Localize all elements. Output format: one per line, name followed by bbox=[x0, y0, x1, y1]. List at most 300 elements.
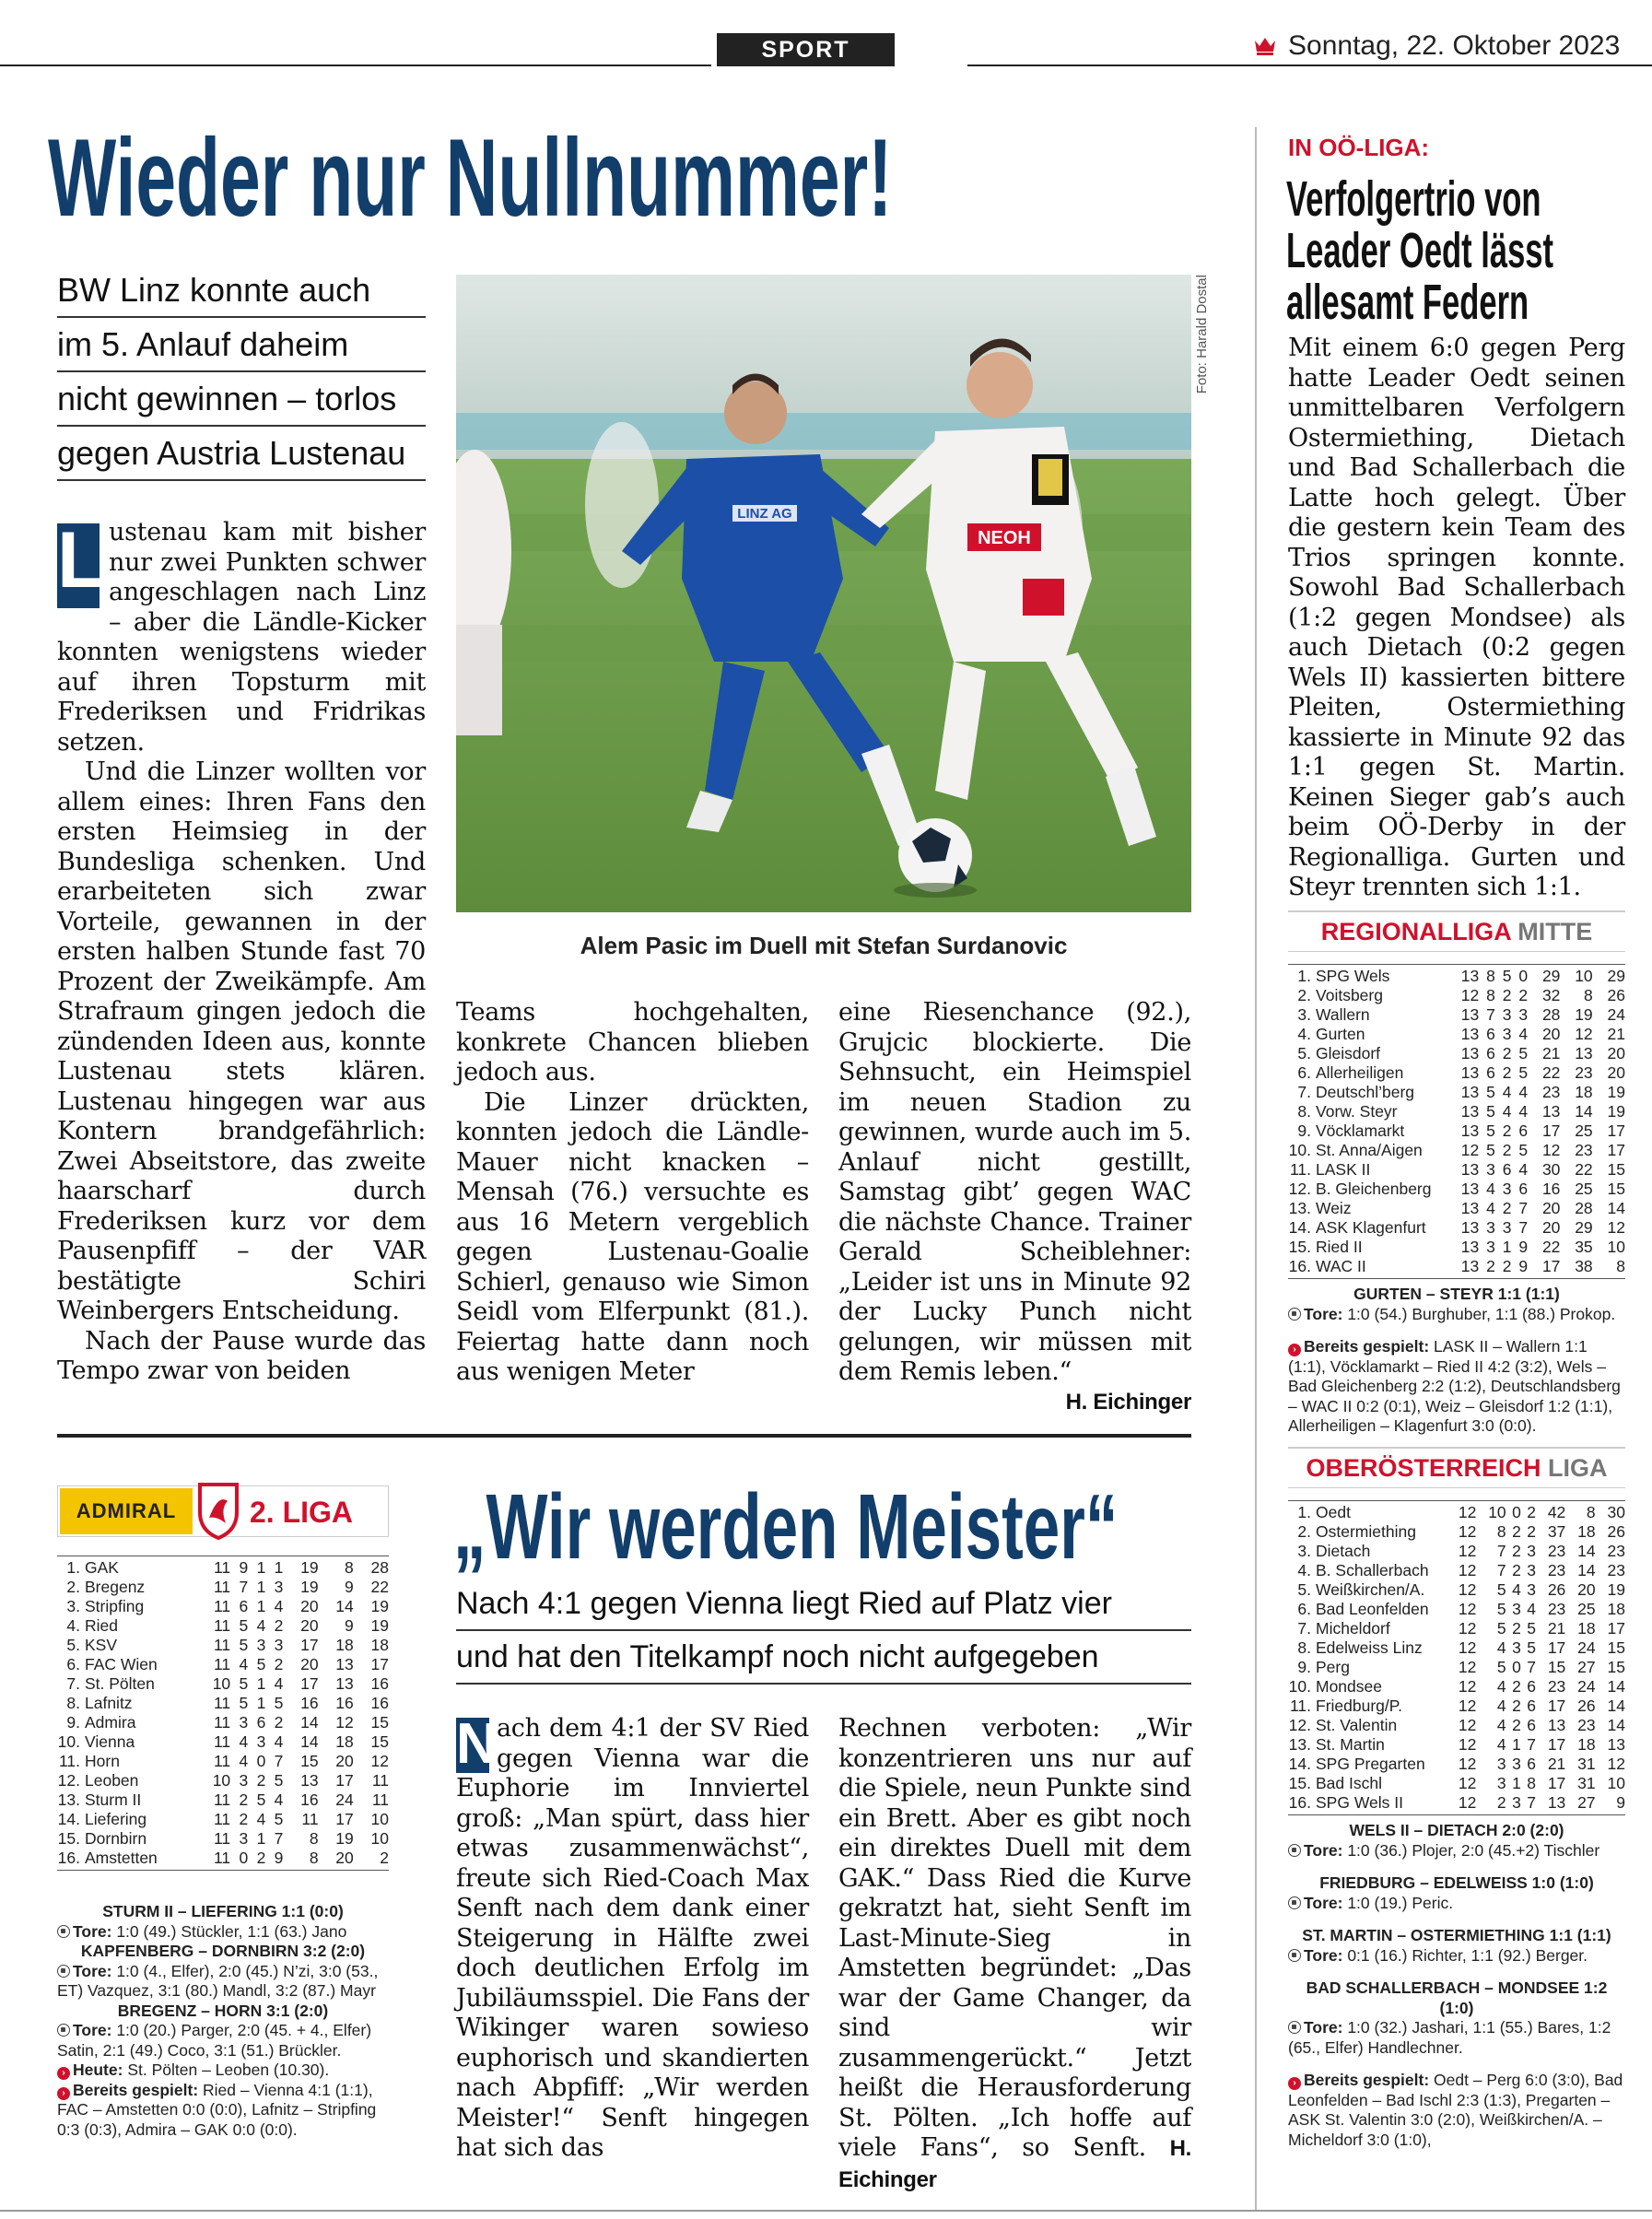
team-cell: Dornbirn bbox=[85, 1829, 147, 1848]
stat-cell: 14 bbox=[1607, 1677, 1625, 1696]
team-cell: Lafnitz bbox=[85, 1694, 133, 1712]
stat-cell: 13 bbox=[1607, 1735, 1625, 1754]
liga2-table bbox=[57, 1556, 389, 1871]
stat-cell: 3 bbox=[1512, 1793, 1521, 1812]
stat-cell: 12 bbox=[335, 1713, 354, 1732]
stat-cell: 4 bbox=[1527, 1600, 1536, 1618]
rank-cell: 7. bbox=[66, 1674, 80, 1693]
stat-cell: 5 bbox=[1496, 1619, 1506, 1638]
stat-cell: 0 bbox=[1512, 1503, 1521, 1521]
team-cell: Perg bbox=[1316, 1658, 1350, 1676]
rank-cell: 3. bbox=[66, 1597, 80, 1615]
stat-cell: 8 bbox=[1616, 1257, 1625, 1275]
stat-cell: 19 bbox=[335, 1829, 354, 1848]
table-row bbox=[1288, 1735, 1625, 1755]
stat-cell: 12 bbox=[1458, 1542, 1477, 1560]
stat-cell: 7 bbox=[274, 1829, 284, 1848]
table-row bbox=[1288, 1755, 1625, 1774]
stat-cell: 35 bbox=[1575, 1238, 1593, 1256]
stat-cell: 20 bbox=[1607, 1044, 1625, 1063]
footer-rule bbox=[0, 2210, 1652, 2212]
goals-line: Tore: 1:0 (36.) Plojer, 2:0 (45.+2) Tischler bbox=[1288, 1841, 1625, 1861]
stat-cell: 4 bbox=[1518, 1083, 1529, 1101]
main-deck bbox=[57, 264, 426, 481]
stat-cell: 13 bbox=[1460, 1238, 1480, 1256]
stat-cell: 5 bbox=[1502, 967, 1512, 985]
stat-cell: 18 bbox=[1577, 1619, 1596, 1638]
rank-cell: 14. bbox=[1288, 1218, 1311, 1237]
table-row bbox=[57, 1578, 389, 1597]
team-cell: ASK Klagenfurt bbox=[1316, 1218, 1426, 1237]
stat-cell: 22 bbox=[1575, 1160, 1593, 1179]
photo-credit-text: Foto: Harald Dostal bbox=[1194, 275, 1210, 394]
stat-cell: 5 bbox=[1527, 1638, 1536, 1657]
stat-cell: 14 bbox=[1607, 1199, 1625, 1217]
stat-cell: 2 bbox=[1527, 1522, 1536, 1541]
stat-cell: 1 bbox=[1502, 1238, 1512, 1256]
rank-cell: 5. bbox=[66, 1636, 80, 1654]
stat-cell: 20 bbox=[1541, 1218, 1561, 1237]
team-cell: WAC II bbox=[1316, 1257, 1366, 1275]
stat-cell: 19 bbox=[1575, 1005, 1593, 1024]
stat-cell: 5 bbox=[239, 1616, 249, 1635]
issue-date: Sonntag, 22. Oktober 2023 bbox=[1288, 30, 1621, 61]
team-cell: St. Martin bbox=[1316, 1735, 1385, 1754]
stat-cell: 22 bbox=[1541, 1063, 1561, 1082]
today-line: › Heute: St. Pölten – Leoben (10.30). bbox=[57, 2060, 389, 2081]
arrow-icon: › bbox=[1288, 2077, 1301, 2090]
table-row bbox=[1288, 1561, 1625, 1580]
stat-cell: 12 bbox=[1458, 1658, 1477, 1676]
table-row bbox=[1288, 1503, 1625, 1522]
rank-cell: 16. bbox=[1288, 1257, 1311, 1275]
stat-cell: 2 bbox=[1502, 1044, 1512, 1063]
stat-cell: 32 bbox=[1541, 986, 1561, 1004]
table-row bbox=[1288, 1697, 1625, 1716]
stat-cell: 12 bbox=[1575, 1025, 1593, 1043]
deck-line: nicht gewinnen – torlos bbox=[57, 372, 426, 427]
stat-cell: 6 bbox=[1518, 1180, 1529, 1198]
stat-cell: 11 bbox=[214, 1829, 231, 1848]
stat-cell: 19 bbox=[1607, 1102, 1625, 1121]
stat-cell: 9 bbox=[1518, 1238, 1529, 1256]
stat-cell: 2 bbox=[239, 1790, 249, 1809]
stat-cell: 3 bbox=[1512, 1600, 1521, 1618]
stat-cell: 4 bbox=[1496, 1677, 1506, 1696]
played-line: › Bereits gespielt: LASK II – Wallern 1:1 (1:1), Vöcklamarkt – Ried II 4:2 (3:2), Wels – Bad Gleichenberg 2:2 (1:2), Deutschlandsberg – WAC II 0:2 (0:1), Weiz – Gleisdorf 1:2 (1:1), Allerheiligen – Klagenfurt 3:0 (0:0). bbox=[1288, 1337, 1621, 1435]
stat-cell: 12 bbox=[1458, 1793, 1477, 1812]
rank-cell: 8. bbox=[1297, 1638, 1311, 1657]
ried-headline: „Wir werden Meister“ bbox=[453, 1475, 1119, 1579]
stat-cell: 2 bbox=[1527, 1503, 1536, 1521]
stat-cell: 5 bbox=[1518, 1141, 1529, 1159]
stat-cell: 17 bbox=[1547, 1638, 1566, 1657]
regional-title bbox=[1288, 910, 1625, 952]
table-row bbox=[1288, 1044, 1625, 1063]
table-row bbox=[57, 1752, 389, 1771]
stat-cell: 13 bbox=[1460, 1083, 1480, 1101]
stat-cell: 6 bbox=[239, 1597, 249, 1615]
stat-cell: 17 bbox=[1607, 1141, 1625, 1159]
stat-cell: 2 bbox=[239, 1810, 249, 1828]
stat-cell: 17 bbox=[300, 1674, 319, 1693]
stat-cell: 18 bbox=[1575, 1083, 1593, 1101]
body-paragraph: Und die Linzer wollten vor allem eines: Ihren Fans den ersten Heimsieg in der Bundesliga schenken. Und erarbeiteten sich zwar Vorteile, gewannen in der ersten halben Stunde fast 70 Prozent der Zweikämpfe. Am Strafraum gingen jedoch die zündenden Ideen aus, konnte Lustenau stets klären. Lustenau hingegen war aus Kontern brandgefährlich: Zwei Abseitstore, das zweite haarscharf durch Frederiksen kurz vor dem Pausenpfiff – der VAR bestätigte Schiri Weinbergers Entscheidung. bbox=[57, 757, 426, 1325]
stat-cell: 12 bbox=[1458, 1716, 1477, 1734]
stat-cell: 4 bbox=[1486, 1180, 1495, 1198]
stat-cell: 20 bbox=[1577, 1580, 1596, 1599]
stat-cell: 11 bbox=[214, 1694, 231, 1712]
main-body-col1 bbox=[57, 518, 426, 1387]
stat-cell: 13 bbox=[1460, 1199, 1480, 1217]
regional-title-red: REGIONALLIGA bbox=[1320, 918, 1511, 945]
stat-cell: 23 bbox=[1547, 1561, 1566, 1579]
header-rule-left bbox=[0, 65, 711, 66]
stat-cell: 5 bbox=[1486, 1141, 1495, 1159]
stat-cell: 7 bbox=[1496, 1542, 1506, 1560]
stat-cell: 23 bbox=[1547, 1677, 1566, 1696]
stat-cell: 12 bbox=[1458, 1619, 1477, 1638]
table-row bbox=[1288, 1025, 1625, 1044]
table-row bbox=[57, 1597, 389, 1616]
team-cell: Vorw. Steyr bbox=[1316, 1102, 1398, 1121]
stat-cell: 2 bbox=[1512, 1619, 1521, 1638]
table-row bbox=[1288, 1257, 1625, 1276]
stat-cell: 5 bbox=[256, 1790, 266, 1809]
table-row bbox=[1288, 1238, 1625, 1257]
team-cell: Dietach bbox=[1316, 1542, 1371, 1560]
stat-cell: 10 bbox=[1607, 1774, 1625, 1792]
stat-cell: 11 bbox=[214, 1558, 231, 1577]
stat-cell: 7 bbox=[1518, 1218, 1529, 1237]
stat-cell: 14 bbox=[1575, 1102, 1593, 1121]
team-cell: Ried bbox=[85, 1616, 118, 1635]
stat-cell: 20 bbox=[1541, 1199, 1561, 1217]
rank-cell: 4. bbox=[66, 1616, 80, 1635]
team-cell: Amstetten bbox=[85, 1849, 158, 1867]
table-row bbox=[1288, 1141, 1625, 1160]
liga-shield-icon bbox=[196, 1481, 240, 1540]
stat-cell: 13 bbox=[1460, 967, 1480, 985]
stat-cell: 5 bbox=[239, 1674, 249, 1693]
stat-cell: 17 bbox=[1547, 1697, 1566, 1715]
stat-cell: 2 bbox=[256, 1771, 266, 1790]
stat-cell: 14 bbox=[335, 1597, 354, 1615]
stat-cell: 23 bbox=[1607, 1542, 1625, 1560]
stat-cell: 3 bbox=[1527, 1561, 1536, 1579]
stat-cell: 2 bbox=[1486, 1257, 1495, 1275]
stat-cell: 13 bbox=[1460, 1218, 1480, 1237]
table-row bbox=[1288, 1542, 1625, 1561]
stat-cell: 21 bbox=[1607, 1025, 1625, 1043]
rank-cell: 7. bbox=[1297, 1619, 1311, 1638]
stat-cell: 7 bbox=[1527, 1735, 1536, 1754]
deck-line: Nach 4:1 gegen Vienna liegt Ried auf Platz vier bbox=[456, 1578, 1191, 1631]
football-icon bbox=[1288, 1896, 1301, 1909]
stat-cell: 11 bbox=[214, 1752, 231, 1770]
stat-cell: 12 bbox=[1458, 1503, 1477, 1521]
stat-cell: 24 bbox=[1577, 1677, 1596, 1696]
stat-cell: 8 bbox=[1527, 1774, 1536, 1792]
stat-cell: 4 bbox=[256, 1616, 266, 1635]
stat-cell: 21 bbox=[1547, 1755, 1566, 1773]
football-icon bbox=[57, 1965, 70, 1978]
rank-cell: 6. bbox=[1297, 1600, 1311, 1618]
stat-cell: 37 bbox=[1547, 1522, 1566, 1541]
jersey-shirt-text: NEOH bbox=[978, 528, 1031, 548]
played-line: › Bereits gespielt: Oedt – Perg 6:0 (3:0), Bad Leonfelden – Bad Ischl 2:3 (1:3), Pregarten – ASK St. Valentin 3:0 (2:0), Weißkirchen/A. – Micheldorf 3:0 (1:0), bbox=[1288, 2071, 1623, 2149]
stat-cell: 12 bbox=[1458, 1522, 1477, 1541]
team-cell: KSV bbox=[85, 1636, 118, 1654]
stat-cell: 27 bbox=[1577, 1793, 1596, 1812]
stat-cell: 1 bbox=[256, 1694, 266, 1712]
stat-cell: 1 bbox=[256, 1578, 266, 1596]
stat-cell: 29 bbox=[1541, 967, 1561, 985]
team-cell: Deutschl’berg bbox=[1316, 1083, 1414, 1101]
stat-cell: 15 bbox=[370, 1713, 389, 1732]
rank-cell: 14. bbox=[57, 1810, 80, 1828]
table-row bbox=[1288, 1083, 1625, 1102]
match-result-heading: BREGENZ – HORN 3:1 (2:0) bbox=[117, 2001, 329, 2020]
rank-cell: 12. bbox=[1288, 1716, 1311, 1734]
stat-cell: 4 bbox=[274, 1790, 284, 1809]
rank-cell: 12. bbox=[57, 1771, 80, 1790]
stat-cell: 16 bbox=[370, 1694, 389, 1712]
stat-cell: 21 bbox=[1547, 1619, 1566, 1638]
deck-line: und hat den Titelkampf noch nicht aufgegeben bbox=[456, 1631, 1191, 1685]
football-icon bbox=[1288, 1308, 1301, 1321]
stat-cell: 2 bbox=[1512, 1542, 1521, 1560]
team-cell: Liefering bbox=[85, 1810, 147, 1828]
match-result-heading: WELS II – DIETACH 2:0 (2:0) bbox=[1349, 1821, 1564, 1839]
header-rule-right bbox=[967, 65, 1652, 66]
main-body-col3 bbox=[838, 998, 1191, 1417]
ooliga-title-red: OBERÖSTERREICH bbox=[1306, 1454, 1541, 1482]
team-cell: Friedburg/P. bbox=[1316, 1697, 1403, 1715]
stat-cell: 16 bbox=[335, 1694, 354, 1712]
stat-cell: 18 bbox=[1607, 1600, 1625, 1618]
stat-cell: 2 bbox=[1502, 1141, 1512, 1159]
stat-cell: 21 bbox=[1541, 1044, 1561, 1063]
stat-cell: 12 bbox=[1458, 1600, 1477, 1618]
rank-cell: 14. bbox=[1288, 1755, 1311, 1773]
stat-cell: 15 bbox=[370, 1732, 389, 1751]
rank-cell: 15. bbox=[1288, 1238, 1311, 1256]
stat-cell: 2 bbox=[1496, 1793, 1506, 1812]
stat-cell: 4 bbox=[274, 1674, 284, 1693]
stat-cell: 13 bbox=[1460, 1160, 1480, 1179]
body-paragraph: ach dem 4:1 der SV Ried gegen Vienna war die Euphorie im Innviertel groß: „Man spürt, dass hier etwas zusammenwächst“, freute sich Ried-Coach Max Senft nach dem dank einer Steigerung in Hälfte zwei doch deutlichen Erfolg im Jubiläumsspiel. Die Fans der Wikinger waren sowieso euphorisch und skandierten nach Abpfiff: „Wir werden Meister!“ Senft hingegen hat sich das bbox=[456, 1714, 809, 2162]
table-row bbox=[57, 1810, 389, 1829]
stat-cell: 12 bbox=[1458, 1697, 1477, 1715]
stat-cell: 4 bbox=[274, 1597, 284, 1615]
stat-cell: 11 bbox=[214, 1636, 231, 1654]
stat-cell: 12 bbox=[1458, 1735, 1477, 1754]
stat-cell: 3 bbox=[1502, 1025, 1512, 1043]
stat-cell: 13 bbox=[335, 1674, 354, 1693]
team-cell: B. Gleichenberg bbox=[1316, 1180, 1432, 1198]
stat-cell: 1 bbox=[256, 1829, 266, 1848]
stat-cell: 13 bbox=[1460, 1025, 1480, 1043]
stat-cell: 30 bbox=[1607, 1503, 1625, 1521]
stat-cell: 23 bbox=[1575, 1141, 1593, 1159]
body-paragraph: Nach der Pause wurde das Tempo zwar von beiden bbox=[57, 1326, 426, 1385]
table-row bbox=[1288, 1658, 1625, 1677]
section-divider bbox=[57, 1434, 1191, 1438]
stat-cell: 17 bbox=[1607, 1121, 1625, 1140]
stat-cell: 17 bbox=[1541, 1121, 1561, 1140]
stat-cell: 9 bbox=[345, 1578, 354, 1596]
stat-cell: 8 bbox=[309, 1829, 319, 1848]
stat-cell: 10 bbox=[370, 1829, 389, 1848]
stat-cell: 28 bbox=[370, 1558, 389, 1577]
table-row bbox=[1288, 1716, 1625, 1735]
stat-cell: 17 bbox=[370, 1655, 389, 1673]
regional-table bbox=[1288, 964, 1625, 1279]
stat-cell: 9 bbox=[1616, 1793, 1625, 1812]
body-paragraph: eine Riesenchance (92.), Grujcic blockierte. Die Sehnsucht, ein Heimspiel im neuen Stadion zu gewinnen, wurde auch im 5. Anlauf nicht gestillt, Samstag gibt’ gegen WAC die nächste Chance. Trainer Gerald Scheiblehner: „Leider ist uns in Minute 92 der Lucky Punch nicht gelungen, wir müssen mit dem Remis leben.“ bbox=[838, 998, 1191, 1386]
team-cell: Micheldorf bbox=[1316, 1619, 1390, 1638]
stat-cell: 12 bbox=[1460, 986, 1480, 1004]
stat-cell: 5 bbox=[1496, 1580, 1506, 1599]
stat-cell: 7 bbox=[239, 1578, 249, 1596]
stat-cell: 12 bbox=[1458, 1580, 1477, 1599]
team-cell: Weiz bbox=[1316, 1199, 1352, 1217]
rank-cell: 2. bbox=[1297, 986, 1311, 1004]
stat-cell: 8 bbox=[1586, 1503, 1596, 1521]
rank-cell: 15. bbox=[57, 1829, 80, 1848]
drop-cap: N bbox=[456, 1712, 498, 1776]
stat-cell: 13 bbox=[1460, 1005, 1480, 1024]
table-row bbox=[1288, 1522, 1625, 1542]
stat-cell: 20 bbox=[300, 1655, 319, 1673]
stat-cell: 19 bbox=[300, 1578, 319, 1596]
ried-deck bbox=[456, 1578, 1191, 1685]
stat-cell: 3 bbox=[274, 1636, 284, 1654]
stat-cell: 31 bbox=[1577, 1774, 1596, 1792]
stat-cell: 28 bbox=[1541, 1005, 1561, 1024]
stat-cell: 10 bbox=[212, 1674, 231, 1693]
stat-cell: 3 bbox=[239, 1771, 249, 1790]
ried-body-col2 bbox=[838, 1714, 1191, 2195]
ried-body-col1 bbox=[456, 1714, 809, 2164]
stat-cell: 3 bbox=[1486, 1160, 1495, 1179]
ooliga-title-gray: LIGA bbox=[1548, 1454, 1608, 1482]
body-paragraph: Rechnen verboten: „Wir konzentrieren uns nur auf die Spiele, neun Punkte sind ein Brett. Aber es gibt noch ein direktes Duell mit dem GAK.“ Dass Ried die Kurve gekratzt hat, sieht Senft im Last-Minute-Sieg in Amstetten begründet: „Das war der Game Changer, da sind wir zusammengerückt.“ Jetzt heißt die Herausforderung St. Pölten. „Ich hoffe auf viele Fans“, so Senft. bbox=[838, 1714, 1191, 2162]
stat-cell: 10 bbox=[370, 1810, 389, 1828]
stat-cell: 4 bbox=[1512, 1580, 1521, 1599]
stat-cell: 16 bbox=[300, 1790, 319, 1809]
team-cell: Gurten bbox=[1316, 1025, 1365, 1043]
stat-cell: 4 bbox=[1518, 1102, 1529, 1121]
admiral-badge: ADMIRAL bbox=[60, 1488, 193, 1534]
table-row bbox=[1288, 1063, 1625, 1083]
rank-cell: 3. bbox=[1297, 1005, 1311, 1024]
table-row bbox=[1288, 1199, 1625, 1218]
stat-cell: 19 bbox=[370, 1597, 389, 1615]
stat-cell: 13 bbox=[300, 1771, 319, 1790]
team-cell: Vienna bbox=[85, 1732, 135, 1751]
team-cell: Weißkirchen/A. bbox=[1316, 1580, 1425, 1599]
stat-cell: 19 bbox=[370, 1616, 389, 1635]
stat-cell: 5 bbox=[1486, 1121, 1495, 1140]
stat-cell: 5 bbox=[239, 1636, 249, 1654]
stat-cell: 8 bbox=[1486, 986, 1495, 1004]
stat-cell: 8 bbox=[1496, 1522, 1506, 1541]
rank-cell: 5. bbox=[1297, 1044, 1311, 1063]
table-row bbox=[57, 1674, 389, 1694]
stat-cell: 11 bbox=[214, 1790, 231, 1809]
rank-cell: 13. bbox=[1288, 1199, 1311, 1217]
stat-cell: 17 bbox=[335, 1810, 354, 1828]
main-body-col2 bbox=[456, 998, 809, 1388]
stat-cell: 4 bbox=[1496, 1697, 1506, 1715]
rank-cell: 11. bbox=[1289, 1160, 1311, 1179]
arrow-icon: › bbox=[1288, 1344, 1301, 1356]
stat-cell: 12 bbox=[1458, 1755, 1477, 1773]
rank-cell: 1. bbox=[1297, 1503, 1311, 1521]
stat-cell: 2 bbox=[274, 1616, 284, 1635]
stat-cell: 7 bbox=[1496, 1561, 1506, 1579]
stat-cell: 9 bbox=[274, 1849, 284, 1867]
stat-cell: 3 bbox=[1496, 1755, 1506, 1773]
team-cell: St. Anna/Aigen bbox=[1316, 1141, 1423, 1159]
stat-cell: 13 bbox=[1460, 1257, 1480, 1275]
table-row bbox=[1288, 1005, 1625, 1025]
stat-cell: 15 bbox=[1607, 1638, 1625, 1657]
stat-cell: 2 bbox=[1512, 1697, 1521, 1715]
stat-cell: 4 bbox=[1518, 1160, 1529, 1179]
author-byline: H. Eichinger bbox=[1065, 1389, 1191, 1415]
deck-line: im 5. Anlauf daheim bbox=[57, 318, 426, 372]
goals-line: Tore: 1:0 (49.) Stückler, 1:1 (63.) Jano bbox=[57, 1922, 389, 1943]
stat-cell: 42 bbox=[1547, 1503, 1566, 1521]
stat-cell: 22 bbox=[1541, 1238, 1561, 1256]
team-cell: Voitsberg bbox=[1316, 986, 1383, 1004]
oo-body bbox=[1288, 334, 1625, 903]
stat-cell: 7 bbox=[1527, 1793, 1536, 1812]
stat-cell: 17 bbox=[1547, 1774, 1566, 1792]
stat-cell: 14 bbox=[1607, 1716, 1625, 1734]
team-cell: St. Pölten bbox=[85, 1674, 155, 1693]
match-result-heading: ST. MARTIN – OSTERMIETHING 1:1 (1:1) bbox=[1302, 1926, 1611, 1944]
table-row bbox=[57, 1713, 389, 1732]
stat-cell: 3 bbox=[1502, 1218, 1512, 1237]
football-icon bbox=[1288, 2021, 1301, 2034]
stat-cell: 16 bbox=[300, 1694, 319, 1712]
stat-cell: 0 bbox=[1512, 1658, 1521, 1676]
liga2-results bbox=[57, 1902, 389, 2140]
stat-cell: 12 bbox=[1607, 1218, 1625, 1237]
stat-cell: 8 bbox=[309, 1849, 319, 1867]
stat-cell: 5 bbox=[256, 1655, 266, 1673]
team-cell: Mondsee bbox=[1316, 1677, 1382, 1696]
stat-cell: 4 bbox=[239, 1732, 249, 1751]
stat-cell: 9 bbox=[1518, 1257, 1529, 1275]
stat-cell: 11 bbox=[214, 1616, 231, 1635]
table-row bbox=[1288, 1580, 1625, 1600]
stat-cell: 5 bbox=[1486, 1083, 1495, 1101]
stat-cell: 11 bbox=[371, 1790, 389, 1809]
drop-cap: L bbox=[57, 523, 100, 608]
stat-cell: 17 bbox=[1541, 1257, 1561, 1275]
team-cell: St. Valentin bbox=[1316, 1716, 1398, 1734]
stat-cell: 6 bbox=[1527, 1755, 1536, 1773]
stat-cell: 6 bbox=[1502, 1160, 1512, 1179]
team-cell: Admira bbox=[85, 1713, 136, 1732]
stat-cell: 4 bbox=[1518, 1025, 1529, 1043]
stat-cell: 38 bbox=[1575, 1257, 1593, 1275]
